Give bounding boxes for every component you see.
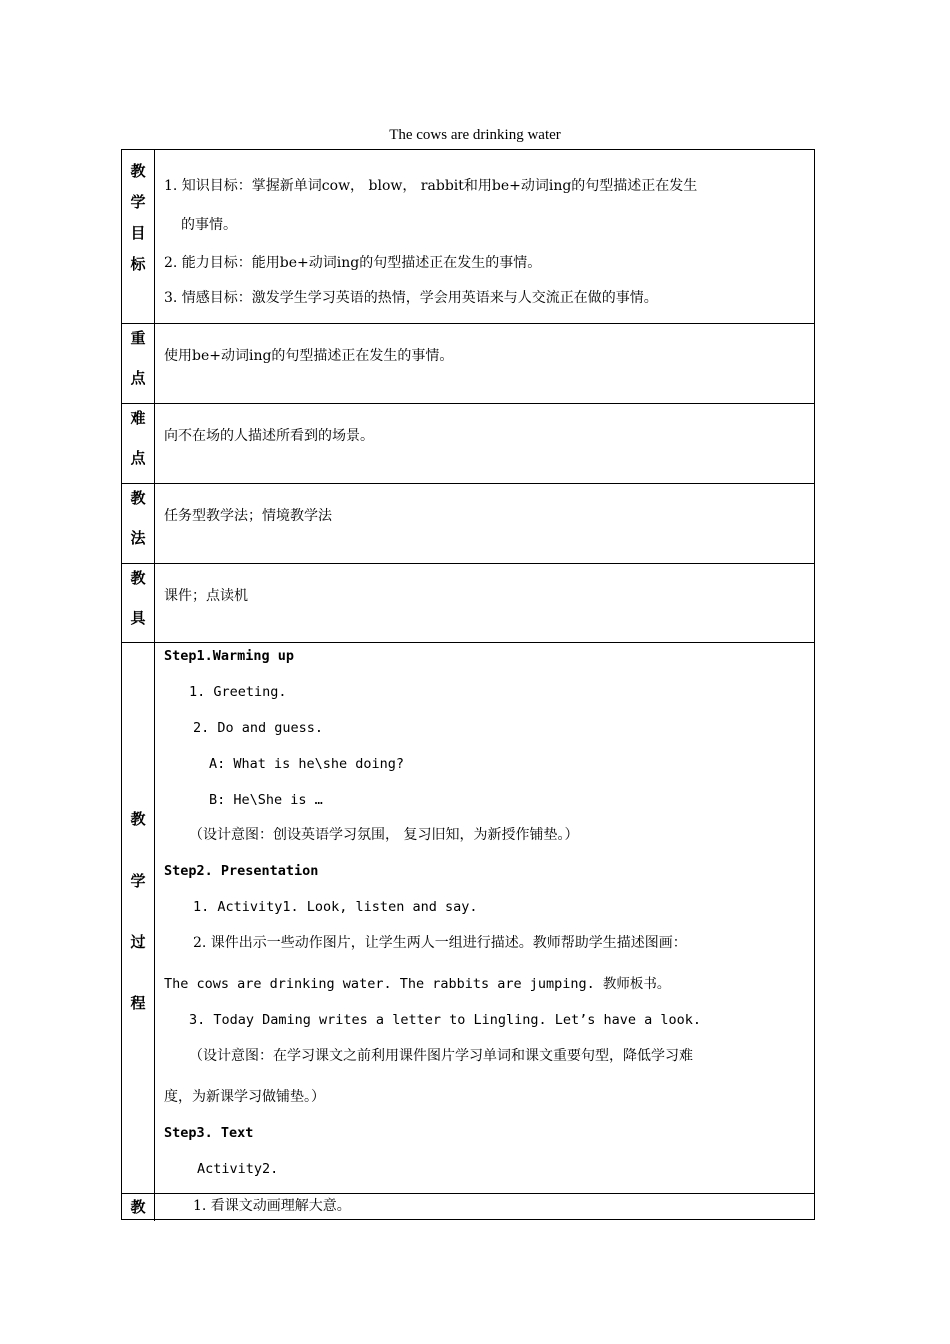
continuation-text: 1. 看课文动画理解大意。: [193, 1198, 351, 1214]
step3-title: Step3. Text: [164, 1125, 254, 1141]
difficulty-text: 向不在场的人描述所看到的场景。: [164, 428, 374, 444]
objective-knowledge: 1. 知识目标：掌握新单词cow， blow， rabbit和用be+动词ing的句型描述正在发生: [164, 178, 698, 194]
method-row: [122, 483, 814, 564]
objectives-label: 教 学 目 标: [122, 150, 155, 323]
difficulty-row: [122, 403, 814, 484]
process-row: [122, 642, 814, 1194]
key-point-text: 使用be+动词ing的句型描述正在发生的事情。: [164, 348, 454, 364]
step2-item3: 3. Today Daming writes a letter to Lingling. Let’s have a look.: [189, 1012, 702, 1028]
objective-ability: 2. 能力目标：能用be+动词ing的句型描述正在发生的事情。: [164, 255, 542, 271]
process-label: 教 学 过 程: [122, 643, 155, 1194]
step1-dialog-b: B: He\She is …: [209, 792, 323, 808]
step2-item2: 2. 课件出示一些动作图片，让学生两人一组进行描述。教师帮助学生描述图画：: [193, 935, 687, 951]
objectives-row: [122, 150, 814, 323]
method-text: 任务型教学法；情境教学法: [164, 508, 332, 524]
tools-label: 教 具: [122, 564, 155, 643]
step1-item-guess: 2. Do and guess.: [193, 720, 324, 736]
step1-item-greeting: 1. Greeting.: [189, 684, 287, 700]
step2-design-note: （设计意图：在学习课文之前利用课件图片学习单词和课文重要句型，降低学习难: [189, 1048, 693, 1064]
lesson-title: The cows are drinking water: [389, 127, 561, 143]
key-point-row: [122, 323, 814, 404]
tools-text: 课件；点读机: [164, 588, 248, 604]
step1-dialog-a: A: What is he\she doing?: [209, 756, 405, 772]
method-label: 教 法: [122, 484, 155, 564]
objective-knowledge-cont: 的事情。: [181, 217, 237, 233]
continuation-label: 教: [122, 1194, 155, 1221]
step2-item1: 1. Activity1. Look, listen and say.: [193, 899, 478, 915]
continuation-row: [122, 1193, 814, 1221]
lesson-plan-table: [121, 149, 815, 1220]
objective-emotion: 3. 情感目标：激发学生学习英语的热情，学会用英语来与人交流正在做的事情。: [164, 290, 658, 306]
key-point-label: 重 点: [122, 324, 155, 404]
step2-design-note-cont: 度，为新课学习做铺垫。）: [164, 1089, 325, 1105]
tools-row: [122, 563, 814, 643]
difficulty-label: 难 点: [122, 404, 155, 484]
step2-item2-cont: The cows are drinking water. The rabbits are jumping. 教师板书。: [164, 976, 671, 992]
step1-design-note: （设计意图：创设英语学习氛围， 复习旧知，为新授作铺垫。）: [189, 827, 579, 843]
step2-title: Step2. Presentation: [164, 863, 319, 879]
objectives-content: [155, 150, 814, 323]
step3-activity: Activity2.: [197, 1161, 279, 1177]
step1-title: Step1.Warming up: [164, 648, 295, 664]
